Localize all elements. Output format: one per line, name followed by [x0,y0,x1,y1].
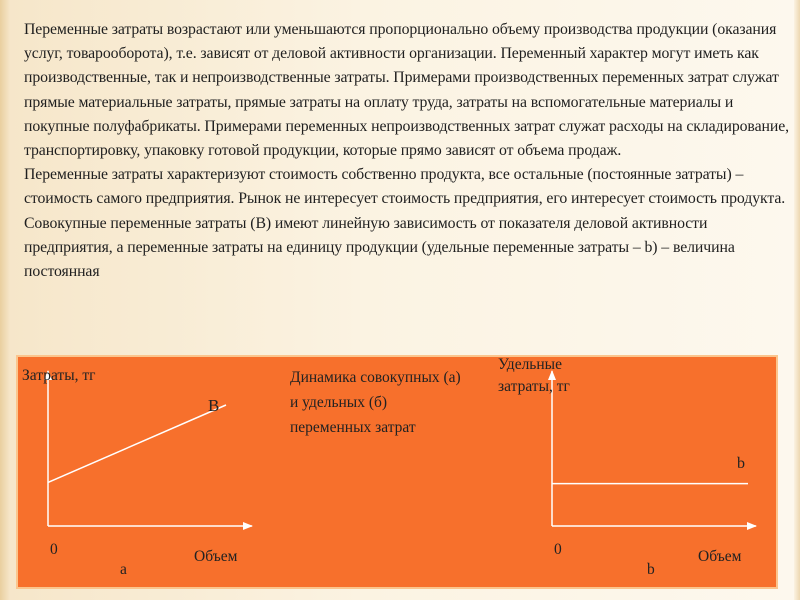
chart-a-y-label: Затраты, тг [22,367,96,384]
chart-b-x-label: Объем [698,548,742,565]
diagram-panel [16,355,778,589]
diagram-caption: Динамика совокупных (а) и удельных (б) переменных затрат [290,369,461,436]
chart-b-series-label: b [737,455,745,472]
body-text [24,18,796,284]
chart-a-series-label: В [208,396,220,415]
chart-a-origin-label: 0 [50,541,58,558]
chart-a-series-line [48,405,226,482]
chart-a-sublabel: а [120,561,127,578]
chart-b-sublabel: b [647,561,655,578]
paragraph-variable-costs: Переменные затраты возрастают или уменьшаются пропорционально объему производства продукции (оказания услуг, товарооборота), т.е. зависят от деловой активности организации. Переменный характер могут иметь как производственные, так и непроизводственные затраты. Примерами производственных переменных затрат служат прямые материальные затраты, прямые затраты на оплату труда, затраты на вспомогательные материалы и покупные полуфабрикаты. Примерами переменных непроизводственных затрат служат расходы на складирование, транспортировку, упаковку готовой продукции, которые прямо зависят от объема продаж. [24,21,789,160]
chart-b-origin-label: 0 [554,541,562,558]
slide-left-edge [0,0,10,600]
chart-a-x-label: Объем [194,548,238,565]
chart-b-y-label: Удельные затраты, тг [498,356,570,395]
paragraph-cost-characteristics: Переменные затраты характеризуют стоимость собственно продукта, все остальные (постоянные затраты) – стоимость самого предприятия. Рынок не интересует стоимость предприятия, его интересует стоимость продукта. Совокупные переменные затраты (В) имеют линейную зависимость от показателя деловой активности предприятия, а переменные затраты на единицу продукции (удельные переменные затраты – b) – величина постоянная [24,166,786,281]
